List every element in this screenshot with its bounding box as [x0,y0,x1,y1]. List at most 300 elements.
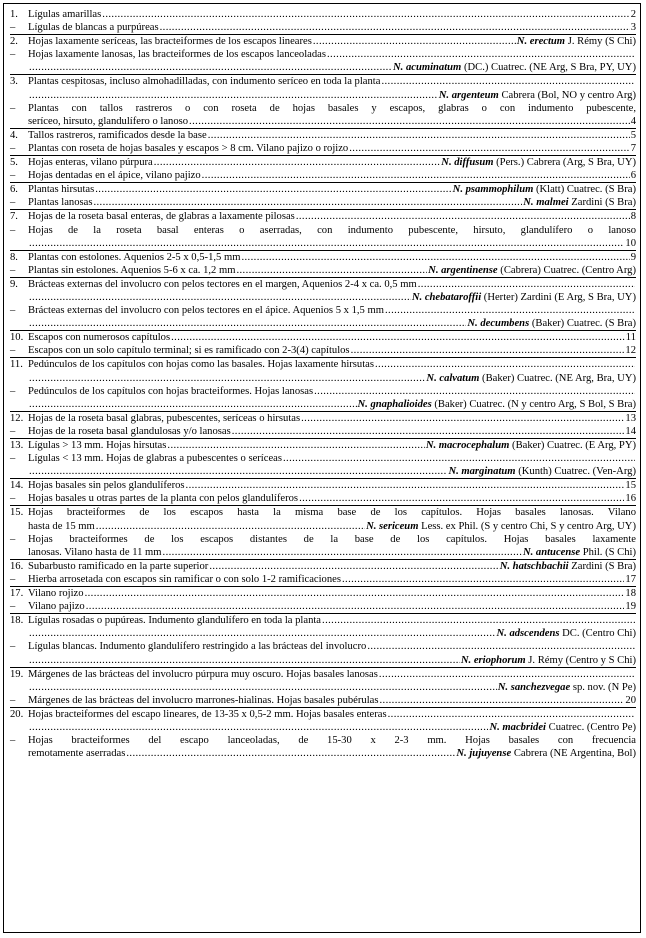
lead-number: 11. [10,359,23,371]
key-line [28,398,636,411]
lead-text: Plantas lanosas [28,197,93,209]
lead-text: Hojas enteras, vilano púrpura [28,157,153,169]
key-line [28,251,636,264]
go-to-lead-number: 20 [625,694,636,706]
dot-leader [29,372,425,385]
lead-text: Escapos con un solo capítulo terminal; si es ramificado con 2-3(4) capítulos [28,345,350,357]
dot-leader [29,627,496,640]
go-to-lead-number: 2 [630,9,636,20]
key-couplet-lead [10,182,636,196]
key-line [28,533,636,546]
dot-leader [186,479,625,492]
go-to-lead-number: 11 [625,332,636,344]
key-line [28,183,636,196]
key-line [28,129,636,142]
dot-leader [283,452,635,465]
lead-text: Hojas de la roseta basal glabras, pubescentes, seríceas o hirsutas [28,412,301,424]
dot-leader [375,358,635,371]
dot-leader [314,385,635,398]
taxon-authority-distribution: (Cabrera) Cuatrec. (Centro Arg) [500,264,636,276]
taxon-name: N. antucense [522,546,581,558]
lead-text: Hojas de la roseta basal enteras, de glabras a laxamente pilosas [28,211,295,223]
taxon-authority-distribution: sp. nov. (N Pe) [572,681,636,693]
key-line [28,694,636,707]
go-to-lead-number: 14 [625,425,636,437]
dot-leader [29,721,488,734]
dot-leader [29,317,466,330]
taxon-authority-distribution: Less. ex Phil. (S y centro Chi, S y centro Arg, UY) [421,520,636,532]
lead-result [393,61,636,74]
lead-text: Lígulas blancas. Indumento glandulífero restringido a las brácteas del involucro [28,641,367,653]
lead-number: – [10,49,16,61]
taxon-authority-distribution: J. Rémy (S Chi) [567,36,636,48]
key-line [28,668,636,681]
lead-result [523,196,636,209]
go-to-lead-number: 16 [625,493,636,505]
lead-result [625,344,636,357]
taxon-authority-distribution: (Pers.) Cabrera (Arg, S Bra, UY) [496,157,636,169]
lead-number: – [10,573,16,585]
key-line [28,614,636,627]
lead-number: – [10,694,16,706]
dot-leader [86,600,625,613]
lead-text: remotamente aserradas [28,748,126,760]
go-to-lead-number: 3 [630,22,636,34]
go-to-lead-number: 12 [625,345,636,357]
lead-number: – [10,22,16,34]
lead-text: lanosas. Vilano hasta de 11 mm [28,546,162,558]
lead-number: – [10,197,16,209]
lead-result [517,35,636,48]
key-line [28,264,636,277]
lead-number: 20. [10,708,24,720]
dot-leader [299,492,624,505]
dot-leader [342,573,624,586]
lead-text: Hojas laxamente seríceas, las bracteiformes de los escapos lineares [28,36,312,48]
lead-result [448,465,636,478]
lead-number: 15. [10,507,24,519]
taxon-name: N. jujuyense [456,748,512,760]
key-couplet-lead [10,48,636,74]
dot-leader [313,35,516,48]
key-couplet-lead [10,707,636,734]
key-couplet-lead [10,224,636,250]
lead-text: Lígulas < 13 mm. Hojas de glabras a pubescentes o seríceas [28,453,282,465]
taxon-authority-distribution: (Klatt) Cuatrec. (S Bra) [535,184,636,196]
dot-leader [367,640,635,653]
key-line [28,654,636,667]
lead-result [625,479,636,492]
lead-text: Plantas con estolones. Aquenios 2-5 x 0,5-1,5 mm [28,251,241,263]
taxon-authority-distribution: Zardini (S Bra) [571,560,636,572]
lead-result [412,291,636,304]
key-line [28,627,636,640]
key-line [28,506,636,519]
taxon-name: N. eriophorum [460,654,526,666]
lead-number: – [10,453,16,465]
taxon-name: N. macbridei [489,721,546,733]
taxon-authority-distribution: Cabrera (NE Argentina, Bol) [513,748,636,760]
lead-number: 4. [10,129,18,141]
lead-number: 5. [10,157,18,169]
dot-leader [29,465,447,478]
key-couplet-lead [10,209,636,223]
dot-leader [379,694,624,707]
lead-number: 2. [10,36,18,48]
key-couplet-lead [10,573,636,586]
lead-text: hasta de 15 mm [28,520,95,532]
lead-text: Hojas bracteiformes de los escapos distantes de la base de los capítulos. Hojas basales laxamente [28,533,636,545]
lead-result [625,600,636,613]
lead-text: Hojas basales u otras partes de la planta con pelos glandulíferos [28,493,299,505]
key-couplet-lead [10,667,636,694]
lead-result [358,398,636,411]
key-couplet-lead [10,357,636,384]
taxon-name: N. diffusum [441,157,494,169]
lead-text: Pedúnculos de los capítulos con hojas como las basales. Hojas laxamente hirsutas [28,359,374,371]
dot-leader [29,681,497,694]
lead-result [631,115,636,128]
key-line [28,747,636,760]
key-line [28,142,636,155]
key-couplet-lead [10,155,636,169]
taxon-name: N. malmei [523,197,569,209]
lead-number: – [10,385,16,397]
lead-result [631,210,636,223]
lead-number: 16. [10,560,24,572]
lead-text: Vilano rojizo [28,588,84,600]
key-line [28,102,636,115]
lead-text: Brácteas externas del involucro con pelos tectores en el ápice. Aquenios 5 x 1,5 mm [28,305,384,317]
taxon-authority-distribution: (Baker) Cuatrec. (S Bra) [531,318,636,330]
key-line [28,21,636,34]
lead-result [467,317,636,330]
taxon-authority-distribution: Phil. (S Chi) [582,546,636,558]
lead-text: Escapos con numerosos capítulos [28,332,171,344]
lead-result [625,694,636,707]
lead-text: Hojas bracteiformes del escapo lanceoladas, de 15-30 x 2-3 mm. Hojas basales con frecuencia [28,735,636,747]
key-couplet-lead [10,640,636,666]
key-line [28,425,636,438]
lead-result [461,654,636,667]
key-couplet-lead [10,264,636,277]
key-line [28,465,636,478]
taxon-authority-distribution: (Baker) Cuatrec. (N y centro Arg, S Bol, S Bra) [434,398,636,410]
lead-number: – [10,224,16,236]
key-line [28,237,636,250]
key-line [28,439,636,452]
key-couplet-lead [10,492,636,505]
go-to-lead-number: 10 [625,237,636,249]
key-line [28,89,636,102]
taxon-name: N. acuminatum [393,62,462,74]
taxon-name: N. adscendens [496,628,560,640]
key-couplet-lead [10,559,636,573]
identification-key [3,3,641,933]
key-couplet-lead [10,600,636,613]
lead-result [625,237,636,250]
key-line [28,169,636,182]
taxon-name: N. calvatum [426,372,480,384]
key-line [28,115,636,128]
dot-leader [29,237,624,250]
key-couplet-lead [10,128,636,142]
lead-result [497,627,637,640]
lead-number: 14. [10,480,24,492]
lead-result [631,251,636,264]
lead-number: – [10,533,16,545]
taxon-authority-distribution: (Kunth) Cuatrec. (Ven-Arg) [518,466,636,478]
dot-leader [102,8,629,21]
lead-result [625,412,636,425]
dot-leader [29,398,357,411]
key-line [28,412,636,425]
key-line [28,372,636,385]
key-line [28,734,636,747]
taxon-name: N. argentinense [428,264,498,276]
lead-text: Hierba arrosetada con escapos sin ramificar o con solo 1-2 ramificaciones [28,573,341,585]
lead-text: Hojas de la roseta basal glandulosas y/o lanosas [28,425,231,437]
key-couplet-lead [10,478,636,492]
dot-leader [171,331,625,344]
key-line [28,573,636,586]
lead-result [500,560,636,573]
lead-text: Hojas dentadas en el ápice, vilano pajizo [28,170,201,182]
lead-text: Hojas de la roseta basal enteras o aserradas, con indumento pubescente, hirsuto, glandulífero o lanoso [28,224,636,236]
key-line [28,344,636,357]
dot-leader [167,439,424,452]
dot-leader [351,344,625,357]
dot-leader [208,129,630,142]
lead-result [439,89,636,102]
key-line [28,35,636,48]
lead-text: Hojas bracteiformes del escapo lineares, de 13-35 x 0,5-2 mm. Hojas basales enteras [28,708,387,720]
key-couplet-lead [10,411,636,425]
lead-text: Plantas con tallos rastreros o con roseta de hojas basales y escapos, glabras o con indumento pubescente, [28,102,636,114]
dot-leader [236,264,427,277]
lead-number: – [10,493,16,505]
lead-result [426,372,636,385]
lead-result [626,331,636,344]
taxon-authority-distribution: Cuatrec. (Centro Pe) [548,721,636,733]
dot-leader [189,115,630,128]
lead-text: Márgenes de las brácteas del involucro marrones-hialinas. Hojas basales pubérulas [28,694,379,706]
lead-text: Lígulas de blancas a purpúreas [28,22,159,34]
lead-number: – [10,264,16,276]
dot-leader [96,520,365,533]
lead-number: – [10,641,16,653]
key-couplet-lead [10,21,636,34]
key-couplet-lead [10,142,636,155]
lead-text: Vilano pajizo [28,601,85,613]
key-couplet-lead [10,330,636,344]
lead-text: Márgenes de las brácteas del involucro púrpura muy oscuro. Hojas basales lanosas [28,668,378,680]
taxon-authority-distribution: (Baker) Cuatrec. (E Arg, PY) [512,440,636,451]
key-line [28,546,636,559]
key-line [28,560,636,573]
dot-leader [385,304,635,317]
key-couplet-lead [10,586,636,600]
dot-leader [202,169,630,182]
lead-result [631,129,636,142]
key-couplet-lead [10,734,636,760]
dot-leader [154,156,441,169]
lead-text: Lígulas rosadas o pupúreas. Indumento glandulífero en toda la planta [28,615,322,627]
lead-number: – [10,142,16,154]
taxon-name: N. hatschbachii [499,560,569,572]
dot-leader [381,75,635,88]
key-couplet-lead [10,438,636,452]
dot-leader [29,291,411,304]
key-line [28,291,636,304]
lead-text: Plantas con roseta de hojas basales y escapos > 8 cm. Vilano pajizo o rojizo [28,142,349,154]
lead-text: Hojas laxamente lanosas, las bracteiformes de los escapos lanceoladas [28,49,326,61]
key-line [28,48,636,61]
key-line [28,278,636,291]
dot-leader [241,251,629,264]
lead-result [489,721,636,734]
lead-result [631,169,636,182]
key-couplet-lead [10,250,636,264]
lead-number: 9. [10,278,18,290]
lead-result [523,546,636,559]
lead-result [631,21,636,34]
lead-result [366,520,636,533]
dot-leader [418,278,635,291]
dot-leader [349,142,629,155]
key-couplet-lead [10,694,636,707]
key-line [28,358,636,371]
lead-number: 8. [10,251,18,263]
lead-text: Brácteas externas del involucro con pelos tectores en el margen, Aquenios 2-4 x ca. 0,5 mm [28,278,417,290]
key-couplet-lead [10,196,636,209]
lead-text: Hojas bracteiformes de los escapos hasta la misma base de los capítulos. Hojas basales lanosas. Vilano [28,507,636,519]
lead-number: 7. [10,211,18,223]
dot-leader [29,89,438,102]
dot-leader [95,183,451,196]
lead-number: 3. [10,76,18,88]
dot-leader [126,747,455,760]
key-line [28,520,636,533]
dot-leader [322,614,635,627]
go-to-lead-number: 5 [630,129,636,141]
lead-result [631,142,636,155]
lead-text: Subarbusto ramificado en la parte superior [28,560,209,572]
key-couplet-lead [10,385,636,411]
key-couplet-lead [10,34,636,48]
lead-result [625,425,636,438]
lead-number: – [10,345,16,357]
key-line [28,8,636,21]
lead-result [428,264,636,277]
dot-leader [29,61,392,74]
taxon-name: N. decumbens [467,318,530,330]
lead-text: Tallos rastreros, ramificados desde la base [28,129,207,141]
dot-leader [85,587,625,600]
lead-result [625,492,636,505]
key-couplet-lead [10,505,636,532]
taxon-authority-distribution: Cabrera (Bol, NO y centro Arg) [501,89,636,101]
taxon-name: N. sanchezvegae [497,681,571,693]
key-couplet-lead [10,8,636,21]
key-couplet-lead [10,613,636,640]
key-line [28,210,636,223]
key-couplet-lead [10,452,636,478]
dot-leader [160,21,630,34]
key-line [28,708,636,721]
key-line [28,587,636,600]
key-line [28,61,636,74]
key-line [28,479,636,492]
taxon-name: N. macrocephalum [425,440,510,451]
dot-leader [163,546,522,559]
lead-number: – [10,735,16,747]
key-line [28,492,636,505]
taxon-name: N. gnaphalioides [357,398,432,410]
lead-number: 10. [10,332,24,344]
key-couplet-lead [10,304,636,330]
lead-result [441,156,636,169]
lead-number: 19. [10,668,24,680]
key-line [28,600,636,613]
dot-leader [301,412,624,425]
go-to-lead-number: 17 [625,573,636,585]
taxon-name: N. marginatum [448,466,516,478]
taxon-authority-distribution: J. Rémy (Centro y S Chi) [528,654,636,666]
lead-text: Plantas cespitosas, incluso almohadilladas, con indumento seríceo en toda la planta [28,76,381,88]
lead-text: Pedúnculos de los capítulos con hojas bracteiformes. Hojas lanosas [28,385,314,397]
go-to-lead-number: 19 [625,601,636,613]
taxon-name: N. sericeum [366,520,419,532]
go-to-lead-number: 18 [625,588,636,600]
go-to-lead-number: 15 [625,480,636,492]
lead-text: Plantas sin estolones. Aquenios 5-6 x ca. 1,2 mm [28,264,236,276]
dot-leader [327,48,635,61]
key-line [28,452,636,465]
lead-text: Lígulas amarillas [28,9,102,20]
taxon-name: N. chebataroffii [411,291,482,303]
go-to-lead-number: 7 [630,142,636,154]
lead-number: – [10,601,16,613]
lead-number: – [10,425,16,437]
key-couplet-lead [10,102,636,128]
lead-result [426,439,636,452]
dot-leader [296,210,630,223]
taxon-authority-distribution: (Baker) Cuatrec. (NE Arg, Bra, UY) [482,372,636,384]
dot-leader [93,196,522,209]
key-line [28,681,636,694]
lead-number: – [10,102,16,114]
key-line [28,156,636,169]
lead-number: 17. [10,588,24,600]
key-line [28,304,636,317]
dot-leader [232,425,625,438]
key-line [28,385,636,398]
go-to-lead-number: 8 [630,211,636,223]
dot-leader [388,708,635,721]
key-couplet-lead [10,74,636,101]
lead-number: – [10,170,16,182]
taxon-name: N. psammophilum [452,184,534,196]
lead-text: Lígulas > 13 mm. Hojas hirsutas [28,440,167,451]
go-to-lead-number: 4 [630,115,636,127]
key-line [28,196,636,209]
lead-result [631,8,636,21]
lead-result [625,587,636,600]
lead-number: 1. [10,9,18,20]
key-couplet-lead [10,533,636,559]
lead-text: seríceo, hirsuto, glandulífero o lanoso [28,115,189,127]
